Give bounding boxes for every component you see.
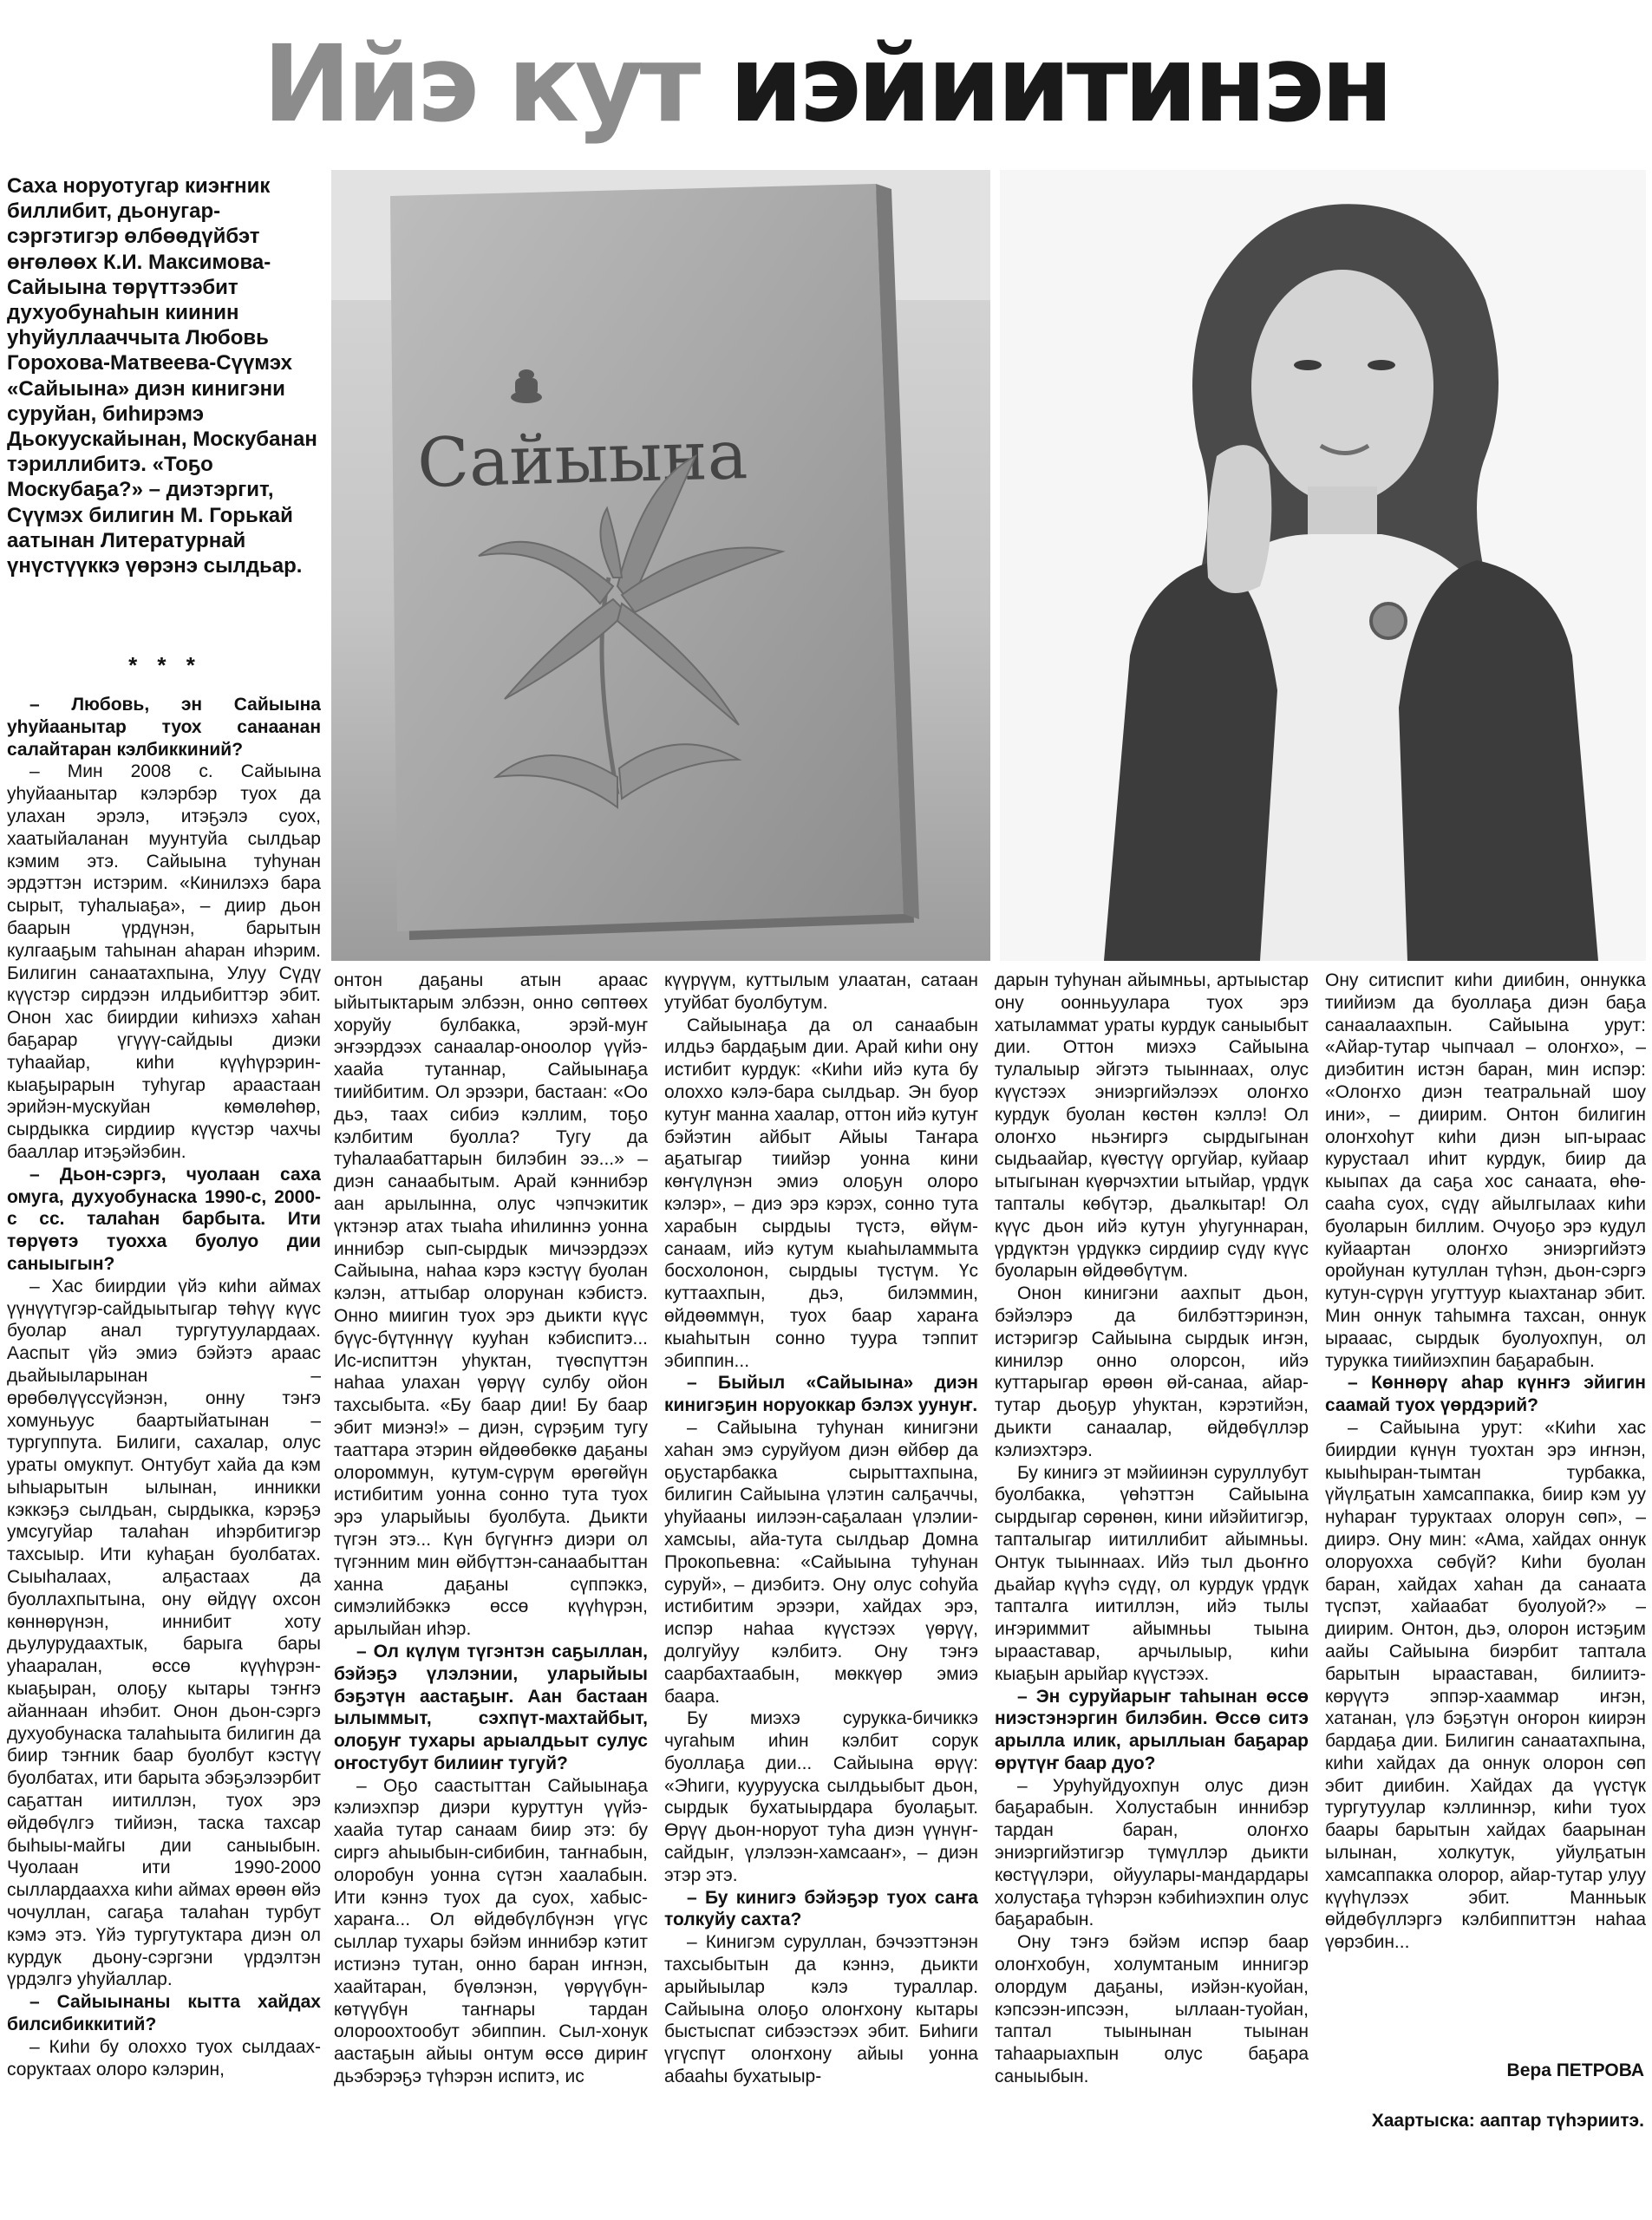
interview-question: – Любовь, эн Сайыына уһуйаанытар туох санаанан салайтаран кэлбиккиний? xyxy=(7,695,321,760)
interview-answer: – Мин 2008 с. Сайыына уһуйаанытар кэлэрбэр туох да улахан эрэлэ, итэҕэлэ суох, хаатыйаланан муунтуйа сылдьар кэмим этэ. Сайыына туһунан эрдэттэн истэрим. «Кинилэхэ бара сырыт, туһалыаҕа», – диир дьон баарын үрдүнэн, барытын кулгааҕым таһынан аһаран иһэрим. Билигин санаатахпына, Улуу Сүдү күүстэр сирдээн илдьибиттэр эбит. Онон хас биирдии киһиэхэ хаһан баҕарар үгүүү-сайдыы диэки туһаайар, киһи күүһүрэрин-кыаҕырарын туһугар араастаан эрийэн-мускуйан көмөлөһөр, сырдыкка сирдиир күүстэр чахчы бааллар итэҕэйэбин. xyxy=(7,761,321,1162)
interview-question: – Көннөрү аһар күнҥэ эйигин саамай туох үөрдэрий? xyxy=(1325,1373,1646,1416)
interview-question: – Эн суруйарыҥ таһынан өссө ниэстэнэргин билэбин. Өссө ситэ арылла илик, арыллыан баҕарар өрүтүҥ баар дуо? xyxy=(995,1686,1309,1773)
text-column-2 xyxy=(334,970,648,2213)
interview-question: – Дьон-сэргэ, чуолаан саха омуга, духуобунаска 1990-с, 2000-с сс. талаһан барбыта. Ити төрүөтэ туохха буолуо дии саныыгын? xyxy=(7,1164,321,1274)
headline-part2: иэйиитинэн xyxy=(728,23,1390,146)
interview-answer: Онон кинигэни аахпыт дьон, бэйэлэрэ да билбэттэринэн, истэригэр Сайыына сырдык иҥэн, кинилэр онно олорсон, ийэ куттарыгар өрөөн өй-санаа, айар-тутар дьоҕур уһуктан, кэрэтийэн, дьикти санаалар, өйдөбүллэр кэлиэхтэрэ. xyxy=(995,1283,1309,1460)
interview-answer: Ону ситиспит киһи диибин, оннукка тиийиэм да буоллаҕа диэн баҕа санаалаахпын. Сайыына урут: «Айар-тутар чыпчаал – олоҥхо», – диэбитин истэн баран, мин испэр: «Олоҥхо диэн театральнай шоу ини», – диирим. Онтон билигин олоҥхоһут киһи диэн ып-ыраас курустаал иһит курдук, биир да кыыпах да саҕа хос санаата, өһө-сааһа суох, сүдү айылгылаах киһи буоларын биллим. Очуоҕо эрэ кудул куйаартан олоҥхо эниэргийэтэ оройунан кутуллан түһэн, дьон-сэргэ кутун-сүрүн угуттуур кыахтанар эбит. Мин оннук таһымҥа тахсан, оннук ырааас, сырдык буолуохпун, ол турукка тиийиэхпин баҕарабын. xyxy=(1325,970,1646,1371)
interview-answer: – Сайыына туһунан кинигэни хаһан эмэ суруйуом диэн өйбөр да оҕустарбакка сырыттахпына, билигин Сайыына үлэтин салҕаччы, уһуйааны иилээн-саҕалаан үлэлии-хамсыы, айа-тута сылдьар Домна Прокопьевна: «Сайыына туһунан суруй», – диэбитэ. Ону олус соһуйа истибитим эрээри, хайдах эрэ, испэр наһаа күүстээх үөрүү, долгуйуу кэлбитэ. Ону тэҥэ саарбахтаабын, мөккүөр эмиэ баара. xyxy=(664,1417,978,1707)
interview-answer: – Сайыына урут: «Киһи хас биирдии күнүн туохтан эрэ иҥнэн, кыыһыран-тымтан турбакка, үйүлҕатын хамсаппакка, биир кэм уу нуһараҥ туруктаах олорун сөп», – диирэ. Ону мин: «Ама, хайдах оннук олоруохха сөбүй? Киһи буолан баран, хайдах хаһан да санаата түспэт, хайаабат буолуой?» – диирим. Онтон, дьэ, олорон истэҕим аайы Сайыына биэрбит таптала барытын ырааставан, билиитэ-көрүүтэ эппэр-хааммар иҥэн, хатанан, үлэ бэҕэтүн оҥорон киирэн бардаҕа дии. Билигин санаатахпына, киһи хайдах да оннук олорон сөп эбит диибин. Хайдах да үүстүк тургутуулар кэллиннэр, киһи туох баары барытын хайдах баарынан ылынан, холкутук, уйулҕатын хамсаппакка олорор, айар-тутар улуу күүһүлээх эбит. Манньык өйдөбүллэргэ кэлбиппиттэн наһаа үөрэбин... xyxy=(1325,1417,1646,1953)
author-portrait-photo xyxy=(1000,170,1646,961)
interview-answer: дарын туһунан айымньы, артыыстар ону оонньуулара туох эрэ хатыламмат ураты курдук саныыбыт дии. Оттон миэхэ Сайыына тулалыыр эйгэтэ тыыннаах, олус күүстээх эниэргийэлээх олоҥхо курдук буолан көстөн кэллэ! Ол олоҥхо ньэҥиргэ сырдыгынан сыдьаайар, күөстүү оргуйар, куйаар ытыгынан күөрчэхтии ытыйар, үрдүк тапталы көбүтэр, дьалкытар! Ол күүс дьон ийэ кутун уһугуннаран, үрдүктэн үрдүккэ сирдиир сүдү күүс буоларын өйдөөбүтүм. xyxy=(995,970,1309,1282)
lead-paragraph: Саха норуотугар киэҥник биллибит, дьонугар-сэргэтигэр өлбөөдүйбэт өҥөлөөх К.И. Максимова-Сайыына төрүттээбит духуобунаһын киинин уһуйуллааччыта Любовь Горохова-Матвеева-Сүүмэх «Сайыына» диэн кинигэни суруйан, биһирэмэ Дьокуускайынан, Москубанан тэриллибитэ. «Тоҕо Москубаҕа?» – диэтэргит, Сүүмэх билигин М. Горькай аатынан Литературнай үнүстүүккэ үөрэнэ сылдьар. xyxy=(7,174,317,578)
section-separator: * * * xyxy=(128,652,202,678)
headline xyxy=(0,19,1652,149)
text-column-3 xyxy=(664,970,978,2213)
interview-question: – Сайыынаны кытта хайдах билсибиккитий? xyxy=(7,1992,321,2035)
photo-credit: Хаартыска: ааптар түһэриитэ. xyxy=(1371,2111,1644,2131)
headline-part1: Ийэ кут xyxy=(262,23,697,146)
text-column-5 xyxy=(1325,970,1646,2054)
book-cover-title: Сайыына xyxy=(416,416,749,503)
interview-answer: – Кинигэм суруллан, бэчээттэнэн тахсыбытын да кэннэ, дьикти арыйыылар кэлэ тураллар. Сайыына олоҕо олоҥхону кытары быстыспат сибээстээх эбит. Биһиги үгүспүт олоҥхону айыы уонна абааһы бухатыыр- xyxy=(664,1932,978,2087)
text-column-1 xyxy=(7,694,321,2213)
book-photo xyxy=(331,170,990,961)
interview-answer: Бу миэхэ сурукка-бичиккэ чугаһым иһин кэлбит сорук буоллаҕа дии... Сайыына өрүү: «Эһиги, куурууска сылдьыбыт дьон, сырдык бухатыырдара буолаҕыт. Өрүү дьон-норуот туһа диэн үүнүҥ-сайдыҥ, үлэлээн-хамсааҥ», – диэн этэр этэ. xyxy=(664,1708,978,1885)
interview-question: – Быйыл «Сайыына» диэн кинигэҕин норуоккар бэлэх уунуҥ. xyxy=(664,1373,978,1416)
interview-answer: Бу кинигэ эт мэйиинэн суруллубут буолбакка, үөһэттэн Сайыына сырдыгар сөрөнөн, кини ийэйитигэр, тапталыгар иитиллибит айымньы. Онтук тыыннаах. Ийэ тыл дьоҥҥо дьайар күүһэ сүдү, ол курдук үрдүк тапталга иитиллэн, ийэ тылы иҥэриммит айымньы тыына ырааставар, арчылыыр, киһи кыаҕын арыйар күүстээх. xyxy=(995,1462,1309,1684)
interview-question: – Бу кинигэ бэйэҕэр туох саҥа толкуйу сахта? xyxy=(664,1887,978,1930)
interview-answer: – Оҕо саастыттан Сайыынаҕа кэлиэхпэр диэри куруттун үүйэ-хаайа тутар санаам биир этэ: бу сиргэ аһыыбын-сибибин, таҥнабын, олоробун уонна сүтэн хаалабын. Ити кэннэ туох да суох, хабыс-хараҥа... Ол өйдөбүлбүнэн үгүс сыллар тухары бэйэм иннибэр кэтит истиэнэ тутан, онно баран иҥнэн, хаайтаран, бүөлэнэн, үөрүүбүн-көтүүбүн таҥнары тардан олороохтообут эбиппин. Сыл-хонук аастаҕын айыы онтум өссө дириҥ дьэбэрэҕэ түһэрэн испитэ, ис xyxy=(334,1775,648,2087)
interview-answer: күүрүүм, куттылым улаатан, сатаан утуйбат буолбутум. xyxy=(664,970,978,1013)
interview-answer: – Уруһуйдуохпун олус диэн баҕарабын. Холустабын иннибэр тардан баран, олоҥхо эниэргийэтигэр түмүллэр дьикти көстүүлэри, ойуулары-мандардары холустаҕа түһэрэн кэбиһиэхпин олус баҕарабын. xyxy=(995,1775,1309,1930)
interview-answer: онтон даҕаны атын араас ыйытыктарым элбээн, онно сөптөөх хоруйу булбакка, эрэй-муҥ эҥээрдээх санаалар-оноолор үүйэ-хаайа тутаннар, Сайыынаҕа тиийбитим. Ол эрээри, бастаан: «Оо дьэ, таах сибиэ кэллим, тоҕо кэлбитим буолла? Тугу да туһалаабаттарын билэбин ээ...» – диэн санаабытым. Арай кэннибэр аан арылынна, олус чэпчэкитик үктэнэр атах тыаһа иһилиннэ уонна иннибэр сып-сырдык мичээрдээх Сайыына, наһаа кэрэ кэстүү буолан кэлэн, аттыбар олорунан кэбистэ. Онно миигин туох эрэ дьикти күүс бүүс-бүтүннүү кууһан кэбиспитэ... Ис-испиттэн уһуктан, түөспүттэн наһаа улахан үөрүү сулбу ойон тахсыбыта. «Бу баар дии! Бу баар эбит миэнэ!» – диэн, сүрэҕим тугу тааттара этэрин өйдөөбөккө даҕаны олороммун, кутум-сүрүм өрөгөйүн истибитим уонна сонно тута туох эрэ уларыйыы буолбута. Дьикти түгэн этэ... Күн бүгүҥҥэ диэри ол түгэнним мин өйбүттэн-санаабыттан ханна даҕаны сүппэккэ, симэлийбэккэ өссө күүһүрэн, арылыйан иһэр. xyxy=(334,970,648,1640)
interview-answer: – Киһи бу олоххо туох сылдаах-соруктаах олоро кэлэрин, xyxy=(7,2036,321,2080)
interview-answer: Ону тэҥэ бэйэм испэр баар олоҥхобун, холумтаным иннигэр олордум даҕаны, иэйэн-куойан, кэпсээн-ипсээн, ыллаан-туойан, таптал тыынынан тыынан таһаарыахпын олус баҕара саныыбын. xyxy=(995,1932,1309,2087)
author-byline: Вера ПЕТРОВА xyxy=(1506,2060,1644,2080)
interview-answer: – Хас биирдии үйэ киһи аймах үүнүүтүгэр-сайдыытыгар төһүү күүс буолар анал тургутуулардаах. Ааспыт үйэ эмиэ бэйэтэ араас дьайыыларынан – өрөбөлүүссүйэнэн, онну тэҥэ хомуньуус баартыйатынан – тургуппута. Билиги, сахалар, олус ураты омукпут. Онтубут хайа да кэм ыһыарытын ылынан, инникки кэккэҕэ сылдьан, сырдыкка, кэрэҕэ умсугуйар талаһан иһэрбитигэр тахсыыр. Ити куһаҕан буолбатах. Сыыһалаах, алҕастаах да буоллахпытына, ону өйдүү охсон көннөрүнэн, иннибит хоту дьулурудаахтык, барыга бары уһааралан, өссө күүһүрэн-кыаҕыран, олоҕу кытары тэҥҥэ айаннаан иһэбит. Онон дьон-сэргэ духуобунаска талаһыыта билигин да биир тэҥник баар буолбут кэстүү буолбатах, ити барыта эбэҕэлээрбит саҕаттан иитиллэн, туох эрэ өйдөбүлгэ тийиэн, таска тахсар быһыы-майгы дии саныыбын. Чуолаан ити 1990-2000 сыллардаахха киһи аймах өрөөн өйэ чочуллан, сагаҕа талаһан турбут кэмэ этэ. Үйэ тургутуктара диэн ол курдук дьону-сэргэни үрдэлтэн үрдэлгэ уһуйаллар. xyxy=(7,1276,321,1990)
interview-question: – Ол күлүм түгэнтэн саҕыллан, бэйэҕэ үлэлэнии, уларыйыы бэҕэтүн аастаҕыҥ. Аан бастаан ылыммыт, сэхпүт-махтайбыт, олоҕуҥ тухары арыалдьыт сулус оҥостубут билииҥ тугуй? xyxy=(334,1641,648,1773)
text-column-4 xyxy=(995,970,1309,2213)
interview-answer: Сайыынаҕа да ол санаабын илдьэ бардаҕым дии. Арай киһи ону истибит курдук: «Киһи ийэ кута бу олоххо кэлэ-бара сылдьар. Эн буор кутуҥ манна хаалар, оттон ийэ кутуҥ бэйэтин айбыт Айыы Таҥара аҕатыгар тиийэр уонна кини көҥүлүнэн эмиэ олоҕун олоро кэлэр», – диэ эрэ кэрэх, сонно тута харабын сырдыы түстэ, өйүм-санаам, ийэ кутум кыаһыламмыта босхолонон, сырдыы түстүм. Үс куттаахпын, дьэ, билэммин, өйдөөммүн, туох баар хараҥа кыаһытын сонно туура тэппит эбиппин... xyxy=(664,1015,978,1371)
